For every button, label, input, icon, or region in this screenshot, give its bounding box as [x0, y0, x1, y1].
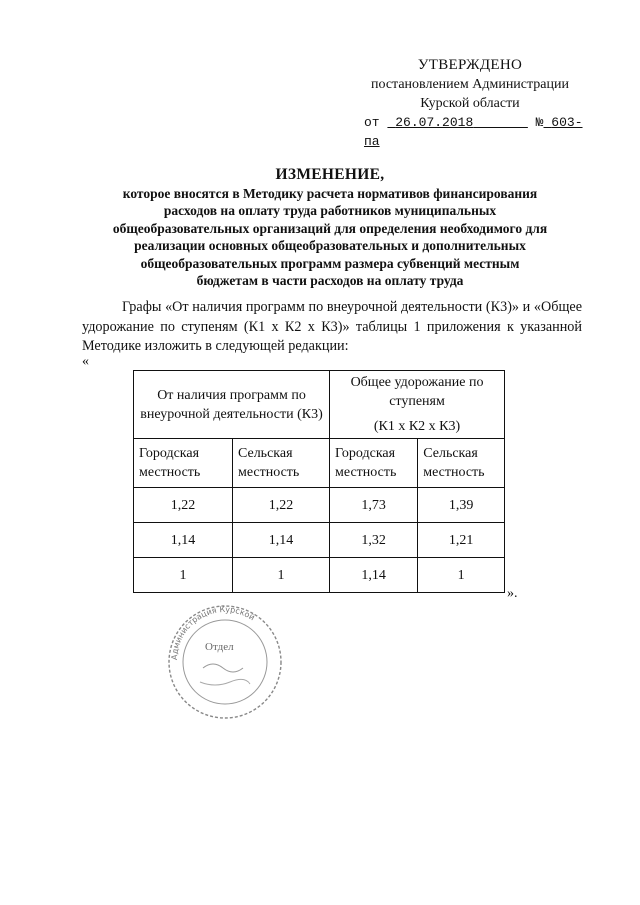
document-heading: [80, 166, 580, 290]
date-prefix: от: [364, 115, 380, 130]
header-cell-total: [330, 371, 505, 439]
header-total-line1: Общее удорожание по ступеням: [350, 375, 484, 409]
approval-block: [350, 56, 590, 151]
subheader-rural: Сельская местность: [418, 439, 505, 488]
table-cell: 1: [134, 558, 233, 593]
heading-line: общеобразовательных организаций для определения необходимого для: [112, 220, 548, 236]
table-cell: 1,21: [418, 523, 505, 558]
approval-title: УТВЕРЖДЕНО: [417, 57, 523, 73]
header-total-line2: (К1 х К2 х К3): [373, 419, 461, 434]
approval-line-3: Курской области: [420, 96, 520, 111]
table-cell: 1,73: [330, 488, 418, 523]
approval-line-2: постановлением Администрации: [371, 77, 569, 92]
table-row: [134, 558, 505, 593]
table-cell: 1,32: [330, 523, 418, 558]
body-paragraph: [82, 298, 582, 357]
approval-date: 26.07.2018: [395, 115, 474, 130]
paragraph-text: Графы «От наличия программ по внеурочной деятельности (К3)» и «Общее удорожание по ступеням (К1 х К2 х К3)» таблицы 1 приложения к указанной Методике изложить в следующей редакции:: [82, 299, 582, 354]
approval-number: 603-па: [364, 115, 583, 149]
heading-line: расходов на оплату труда работников муниципальных: [163, 203, 497, 218]
subheader-rural: Сельская местность: [232, 439, 329, 488]
svg-text:Отдел: Отдел: [205, 641, 234, 653]
table-cell: 1,14: [232, 523, 329, 558]
table-cell: 1: [418, 558, 505, 593]
close-quote: ».: [507, 586, 518, 601]
official-seal: [155, 598, 295, 723]
heading-title: ИЗМЕНЕНИЕ,: [275, 166, 385, 183]
open-quote: «: [82, 354, 89, 369]
table-row: [134, 523, 505, 558]
subheader-urban: Городская местность: [134, 439, 233, 488]
seal-icon: [155, 598, 295, 723]
heading-line: бюджетам в части расходов на оплату труда: [196, 273, 464, 288]
table-row: [134, 488, 505, 523]
table-cell: 1,22: [232, 488, 329, 523]
table-subheader-row: [134, 439, 505, 488]
heading-line: общеобразовательных программ размера субвенций местным: [140, 255, 520, 271]
table-cell: 1,39: [418, 488, 505, 523]
table-header-row: [134, 371, 505, 439]
coefficients-table: [133, 370, 505, 593]
heading-line: которое вносятся в Методику расчета нормативов финансирования: [122, 185, 538, 201]
subheader-urban: Городская местность: [330, 439, 418, 488]
table-cell: 1,14: [134, 523, 233, 558]
table-cell: 1: [232, 558, 329, 593]
approval-date-line: [350, 113, 590, 151]
heading-line: реализации основных общеобразовательных и дополнительных: [134, 238, 526, 253]
table-cell: 1,14: [330, 558, 418, 593]
svg-text:Администрация Курской: Администрация Курской: [169, 604, 257, 661]
number-prefix: №: [535, 115, 544, 130]
table-cell: 1,22: [134, 488, 233, 523]
header-cell-k3: От наличия программ по внеурочной деятельности (К3): [134, 371, 330, 439]
